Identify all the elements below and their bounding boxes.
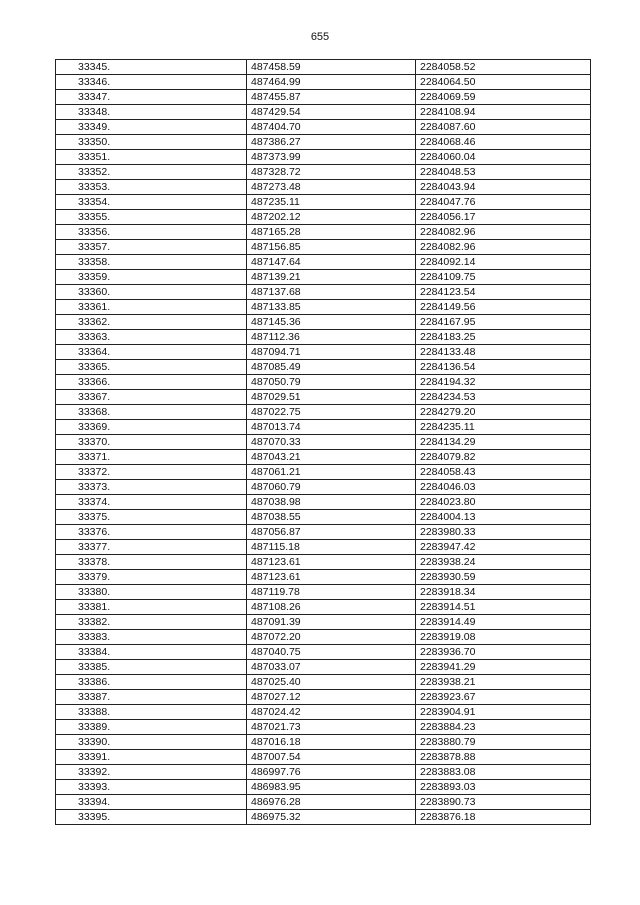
- x-coordinate-cell: 487050.79: [247, 375, 416, 390]
- table-row: [56, 180, 591, 195]
- x-coordinate-cell: 487386.27: [247, 135, 416, 150]
- y-coordinate-cell: 2283914.49: [416, 615, 591, 630]
- y-coordinate-cell: 2283890.73: [416, 795, 591, 810]
- point-id-cell: 33371.: [56, 450, 247, 465]
- point-id-cell: 33362.: [56, 315, 247, 330]
- point-id-cell: 33374.: [56, 495, 247, 510]
- table-row: [56, 420, 591, 435]
- y-coordinate-cell: 2284058.43: [416, 465, 591, 480]
- x-coordinate-cell: 487022.75: [247, 405, 416, 420]
- y-coordinate-cell: 2284108.94: [416, 105, 591, 120]
- table-row: [56, 375, 591, 390]
- y-coordinate-cell: 2283876.18: [416, 810, 591, 825]
- y-coordinate-cell: 2284060.04: [416, 150, 591, 165]
- table-row: [56, 525, 591, 540]
- point-id-cell: 33376.: [56, 525, 247, 540]
- y-coordinate-cell: 2284123.54: [416, 285, 591, 300]
- point-id-cell: 33379.: [56, 570, 247, 585]
- y-coordinate-cell: 2284194.32: [416, 375, 591, 390]
- y-coordinate-cell: 2283938.21: [416, 675, 591, 690]
- table-row: [56, 60, 591, 75]
- table-row: [56, 195, 591, 210]
- x-coordinate-cell: 487458.59: [247, 60, 416, 75]
- point-id-cell: 33350.: [56, 135, 247, 150]
- y-coordinate-cell: 2284068.46: [416, 135, 591, 150]
- y-coordinate-cell: 2283904.91: [416, 705, 591, 720]
- point-id-cell: 33394.: [56, 795, 247, 810]
- point-id-cell: 33364.: [56, 345, 247, 360]
- x-coordinate-cell: 487202.12: [247, 210, 416, 225]
- x-coordinate-cell: 487061.21: [247, 465, 416, 480]
- table-row: [56, 750, 591, 765]
- x-coordinate-cell: 487145.36: [247, 315, 416, 330]
- point-id-cell: 33366.: [56, 375, 247, 390]
- x-coordinate-cell: 487235.11: [247, 195, 416, 210]
- x-coordinate-cell: 487123.61: [247, 570, 416, 585]
- table-row: [56, 600, 591, 615]
- point-id-cell: 33383.: [56, 630, 247, 645]
- y-coordinate-cell: 2284109.75: [416, 270, 591, 285]
- table-row: [56, 435, 591, 450]
- y-coordinate-cell: 2284047.76: [416, 195, 591, 210]
- table-row: [56, 90, 591, 105]
- table-row: [56, 570, 591, 585]
- table-row: [56, 240, 591, 255]
- page-number: 655: [310, 31, 330, 43]
- point-id-cell: 33345.: [56, 60, 247, 75]
- table-row: [56, 360, 591, 375]
- x-coordinate-cell: 487021.73: [247, 720, 416, 735]
- y-coordinate-cell: 2283880.79: [416, 735, 591, 750]
- x-coordinate-cell: 487007.54: [247, 750, 416, 765]
- point-id-cell: 33388.: [56, 705, 247, 720]
- x-coordinate-cell: 487033.07: [247, 660, 416, 675]
- point-id-cell: 33389.: [56, 720, 247, 735]
- y-coordinate-cell: 2284023.80: [416, 495, 591, 510]
- table-row: [56, 555, 591, 570]
- x-coordinate-cell: 487119.78: [247, 585, 416, 600]
- point-id-cell: 33347.: [56, 90, 247, 105]
- y-coordinate-cell: 2284087.60: [416, 120, 591, 135]
- x-coordinate-cell: 487029.51: [247, 390, 416, 405]
- table-row: [56, 795, 591, 810]
- y-coordinate-cell: 2284046.03: [416, 480, 591, 495]
- point-id-cell: 33378.: [56, 555, 247, 570]
- x-coordinate-cell: 487137.68: [247, 285, 416, 300]
- table-row: [56, 225, 591, 240]
- coordinates-table-body: [56, 60, 591, 825]
- y-coordinate-cell: 2284082.96: [416, 240, 591, 255]
- x-coordinate-cell: 487165.28: [247, 225, 416, 240]
- point-id-cell: 33360.: [56, 285, 247, 300]
- y-coordinate-cell: 2283936.70: [416, 645, 591, 660]
- x-coordinate-cell: 487013.74: [247, 420, 416, 435]
- x-coordinate-cell: 487070.33: [247, 435, 416, 450]
- x-coordinate-cell: 487404.70: [247, 120, 416, 135]
- y-coordinate-cell: 2283923.67: [416, 690, 591, 705]
- x-coordinate-cell: 487027.12: [247, 690, 416, 705]
- x-coordinate-cell: 487455.87: [247, 90, 416, 105]
- y-coordinate-cell: 2283878.88: [416, 750, 591, 765]
- y-coordinate-cell: 2284092.14: [416, 255, 591, 270]
- table-row: [56, 300, 591, 315]
- coordinates-table: [55, 59, 591, 825]
- table-row: [56, 150, 591, 165]
- table-row: [56, 285, 591, 300]
- table-row: [56, 615, 591, 630]
- point-id-cell: 33355.: [56, 210, 247, 225]
- x-coordinate-cell: 486976.28: [247, 795, 416, 810]
- point-id-cell: 33356.: [56, 225, 247, 240]
- x-coordinate-cell: 487429.54: [247, 105, 416, 120]
- table-row: [56, 645, 591, 660]
- y-coordinate-cell: 2284134.29: [416, 435, 591, 450]
- table-row: [56, 510, 591, 525]
- table-row: [56, 135, 591, 150]
- point-id-cell: 33373.: [56, 480, 247, 495]
- point-id-cell: 33358.: [56, 255, 247, 270]
- table-row: [56, 315, 591, 330]
- y-coordinate-cell: 2284149.56: [416, 300, 591, 315]
- x-coordinate-cell: 486983.95: [247, 780, 416, 795]
- y-coordinate-cell: 2283941.29: [416, 660, 591, 675]
- y-coordinate-cell: 2284235.11: [416, 420, 591, 435]
- y-coordinate-cell: 2284082.96: [416, 225, 591, 240]
- y-coordinate-cell: 2284079.82: [416, 450, 591, 465]
- table-row: [56, 540, 591, 555]
- x-coordinate-cell: 487056.87: [247, 525, 416, 540]
- x-coordinate-cell: 487273.48: [247, 180, 416, 195]
- table-row: [56, 705, 591, 720]
- y-coordinate-cell: 2284004.13: [416, 510, 591, 525]
- y-coordinate-cell: 2284133.48: [416, 345, 591, 360]
- y-coordinate-cell: 2284064.50: [416, 75, 591, 90]
- table-row: [56, 465, 591, 480]
- x-coordinate-cell: 487115.18: [247, 540, 416, 555]
- x-coordinate-cell: 487072.20: [247, 630, 416, 645]
- point-id-cell: 33392.: [56, 765, 247, 780]
- y-coordinate-cell: 2284136.54: [416, 360, 591, 375]
- x-coordinate-cell: 487094.71: [247, 345, 416, 360]
- point-id-cell: 33391.: [56, 750, 247, 765]
- y-coordinate-cell: 2284167.95: [416, 315, 591, 330]
- table-row: [56, 660, 591, 675]
- point-id-cell: 33375.: [56, 510, 247, 525]
- table-row: [56, 255, 591, 270]
- x-coordinate-cell: 487156.85: [247, 240, 416, 255]
- x-coordinate-cell: 487025.40: [247, 675, 416, 690]
- table-row: [56, 780, 591, 795]
- x-coordinate-cell: 487016.18: [247, 735, 416, 750]
- table-row: [56, 630, 591, 645]
- y-coordinate-cell: 2283947.42: [416, 540, 591, 555]
- y-coordinate-cell: 2284069.59: [416, 90, 591, 105]
- y-coordinate-cell: 2284234.53: [416, 390, 591, 405]
- point-id-cell: 33370.: [56, 435, 247, 450]
- table-row: [56, 330, 591, 345]
- point-id-cell: 33386.: [56, 675, 247, 690]
- point-id-cell: 33395.: [56, 810, 247, 825]
- point-id-cell: 33384.: [56, 645, 247, 660]
- x-coordinate-cell: 487328.72: [247, 165, 416, 180]
- table-row: [56, 735, 591, 750]
- table-row: [56, 120, 591, 135]
- table-row: [56, 690, 591, 705]
- x-coordinate-cell: 487038.55: [247, 510, 416, 525]
- x-coordinate-cell: 487147.64: [247, 255, 416, 270]
- point-id-cell: 33363.: [56, 330, 247, 345]
- y-coordinate-cell: 2283914.51: [416, 600, 591, 615]
- y-coordinate-cell: 2284048.53: [416, 165, 591, 180]
- y-coordinate-cell: 2283883.08: [416, 765, 591, 780]
- point-id-cell: 33372.: [56, 465, 247, 480]
- table-row: [56, 585, 591, 600]
- x-coordinate-cell: 487085.49: [247, 360, 416, 375]
- table-row: [56, 810, 591, 825]
- y-coordinate-cell: 2283930.59: [416, 570, 591, 585]
- point-id-cell: 33357.: [56, 240, 247, 255]
- x-coordinate-cell: 487038.98: [247, 495, 416, 510]
- y-coordinate-cell: 2284043.94: [416, 180, 591, 195]
- y-coordinate-cell: 2283980.33: [416, 525, 591, 540]
- y-coordinate-cell: 2283893.03: [416, 780, 591, 795]
- x-coordinate-cell: 487112.36: [247, 330, 416, 345]
- point-id-cell: 33377.: [56, 540, 247, 555]
- x-coordinate-cell: 486997.76: [247, 765, 416, 780]
- point-id-cell: 33393.: [56, 780, 247, 795]
- table-row: [56, 345, 591, 360]
- table-row: [56, 720, 591, 735]
- x-coordinate-cell: 487464.99: [247, 75, 416, 90]
- point-id-cell: 33348.: [56, 105, 247, 120]
- y-coordinate-cell: 2283919.08: [416, 630, 591, 645]
- x-coordinate-cell: 487133.85: [247, 300, 416, 315]
- table-row: [56, 480, 591, 495]
- x-coordinate-cell: 487091.39: [247, 615, 416, 630]
- y-coordinate-cell: 2284058.52: [416, 60, 591, 75]
- y-coordinate-cell: 2284279.20: [416, 405, 591, 420]
- point-id-cell: 33367.: [56, 390, 247, 405]
- table-row: [56, 405, 591, 420]
- table-row: [56, 495, 591, 510]
- x-coordinate-cell: 487373.99: [247, 150, 416, 165]
- y-coordinate-cell: 2283938.24: [416, 555, 591, 570]
- point-id-cell: 33352.: [56, 165, 247, 180]
- x-coordinate-cell: 487060.79: [247, 480, 416, 495]
- point-id-cell: 33353.: [56, 180, 247, 195]
- x-coordinate-cell: 487024.42: [247, 705, 416, 720]
- y-coordinate-cell: 2284056.17: [416, 210, 591, 225]
- point-id-cell: 33387.: [56, 690, 247, 705]
- table-row: [56, 165, 591, 180]
- x-coordinate-cell: 487123.61: [247, 555, 416, 570]
- table-row: [56, 675, 591, 690]
- point-id-cell: 33365.: [56, 360, 247, 375]
- point-id-cell: 33354.: [56, 195, 247, 210]
- point-id-cell: 33381.: [56, 600, 247, 615]
- point-id-cell: 33368.: [56, 405, 247, 420]
- y-coordinate-cell: 2284183.25: [416, 330, 591, 345]
- point-id-cell: 33349.: [56, 120, 247, 135]
- x-coordinate-cell: 487139.21: [247, 270, 416, 285]
- table-row: [56, 210, 591, 225]
- y-coordinate-cell: 2283918.34: [416, 585, 591, 600]
- point-id-cell: 33390.: [56, 735, 247, 750]
- point-id-cell: 33380.: [56, 585, 247, 600]
- x-coordinate-cell: 486975.32: [247, 810, 416, 825]
- point-id-cell: 33369.: [56, 420, 247, 435]
- point-id-cell: 33385.: [56, 660, 247, 675]
- table-row: [56, 390, 591, 405]
- table-row: [56, 270, 591, 285]
- table-row: [56, 105, 591, 120]
- x-coordinate-cell: 487108.26: [247, 600, 416, 615]
- x-coordinate-cell: 487040.75: [247, 645, 416, 660]
- point-id-cell: 33359.: [56, 270, 247, 285]
- table-row: [56, 75, 591, 90]
- x-coordinate-cell: 487043.21: [247, 450, 416, 465]
- point-id-cell: 33361.: [56, 300, 247, 315]
- point-id-cell: 33351.: [56, 150, 247, 165]
- table-row: [56, 765, 591, 780]
- point-id-cell: 33382.: [56, 615, 247, 630]
- table-row: [56, 450, 591, 465]
- y-coordinate-cell: 2283884.23: [416, 720, 591, 735]
- point-id-cell: 33346.: [56, 75, 247, 90]
